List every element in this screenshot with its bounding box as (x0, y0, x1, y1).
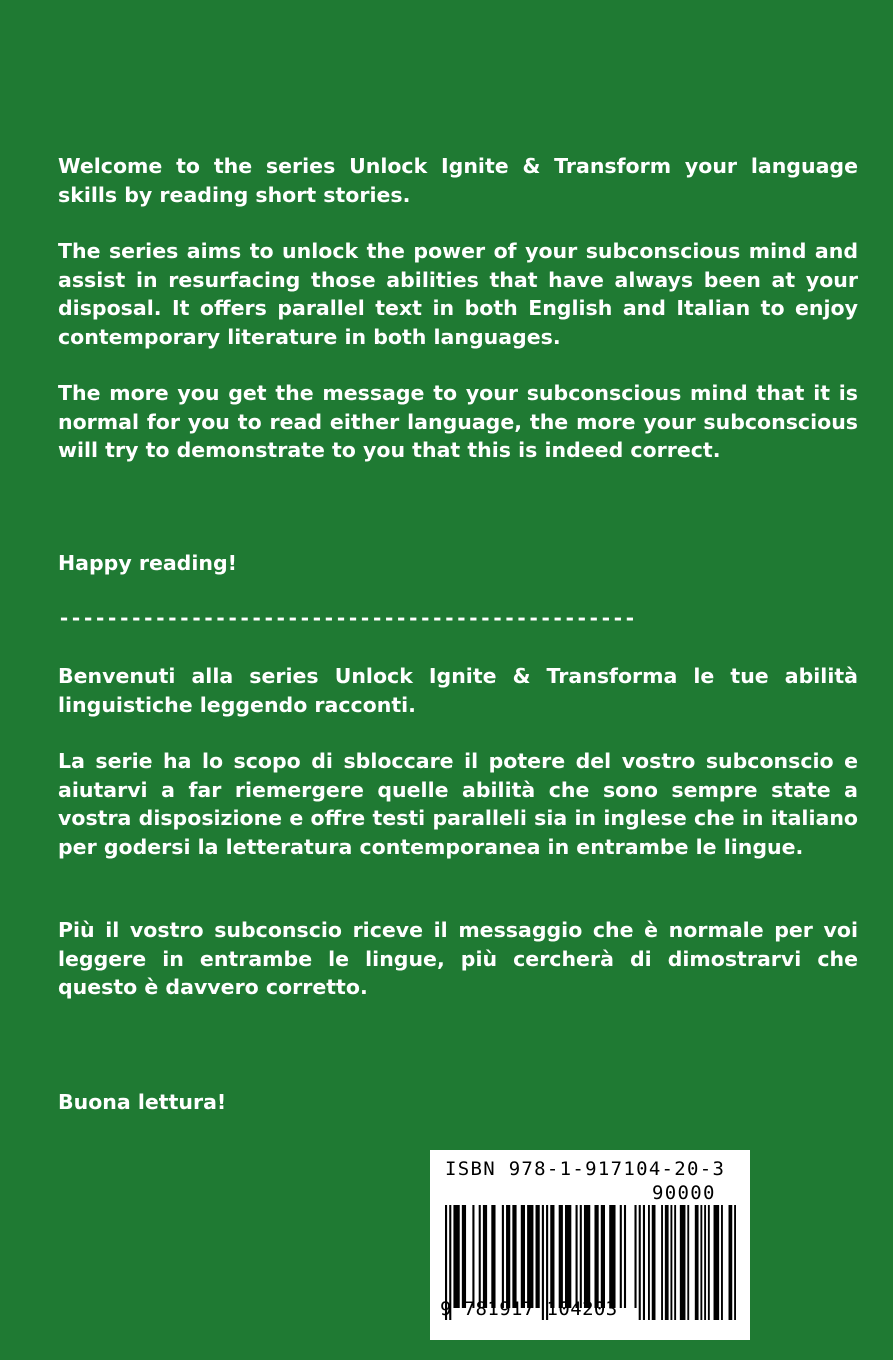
barcode-bar (512, 1205, 516, 1308)
barcode-bar (700, 1205, 702, 1320)
barcode-bar (576, 1205, 578, 1308)
barcode-bar (580, 1205, 582, 1308)
barcode-bar (594, 1205, 598, 1308)
barcode-bar (462, 1205, 466, 1308)
barcode-digits: 9 781917 104203 (440, 1298, 618, 1320)
italian-aims-paragraph: La serie ha lo scopo di sbloccare il potere del vostro subconscio e aiutarvi a far riemergere quelle abilità che sono sempre state a vostra disposizione e offre testi paralleli sia in inglese che in italiano per godersi la letteratura contemporanea in entrambe le lingue. (58, 749, 858, 859)
barcode-bar (502, 1205, 504, 1308)
english-closing: Happy reading! (58, 551, 238, 575)
barcode-bar (506, 1205, 510, 1308)
barcode-bar (643, 1205, 645, 1320)
barcode-bar (453, 1205, 459, 1308)
barcode-bar (521, 1205, 525, 1308)
barcode-bar (624, 1205, 626, 1308)
barcode-bar (695, 1205, 699, 1320)
barcode-bar (491, 1205, 495, 1308)
barcode-bar (680, 1205, 686, 1320)
barcode-bar (536, 1205, 540, 1308)
barcode-bar (708, 1205, 710, 1320)
barcode-bar (714, 1205, 720, 1320)
barcode-bar (472, 1205, 474, 1308)
barcode-bar (729, 1205, 733, 1320)
english-aims-paragraph: The series aims to unlock the power of your subconscious mind and assist in resurfacing those abilities that have always been at your disposal. It offers parallel text in both English and Italian to enjoy contemporary literature in both languages. (58, 239, 858, 349)
barcode-bar (483, 1205, 487, 1308)
barcode-bar (721, 1205, 723, 1320)
addon-bars (648, 1205, 736, 1320)
barcode-bar (648, 1205, 650, 1320)
italian-closing: Buona lettura! (58, 1090, 227, 1114)
barcode-bar (609, 1205, 615, 1308)
barcode-bar (634, 1205, 636, 1308)
barcode-bar (670, 1205, 672, 1320)
section-divider: ------------------------------------------------ (58, 606, 636, 630)
barcode-bar (479, 1205, 481, 1308)
barcode-bar (639, 1205, 641, 1320)
italian-intro-paragraph: Benvenuti alla series Unlock Ignite & Transforma le tue abilità linguistiche leggendo racconti. (58, 664, 858, 717)
barcode-bar (734, 1205, 736, 1320)
barcode-bar (704, 1205, 706, 1320)
barcode-bar (620, 1205, 622, 1308)
barcode-bar (550, 1205, 554, 1308)
barcode-bar (601, 1205, 605, 1308)
barcode-bar (584, 1205, 590, 1308)
barcode-bar (527, 1205, 533, 1308)
barcode-bar (661, 1205, 663, 1320)
italian-subconscious-paragraph: Più il vostro subconscio riceve il messaggio che è normale per voi leggere in entrambe le lingue, più cercherà di dimostrarvi che questo è davvero corretto. (58, 918, 858, 999)
barcode-bar (652, 1205, 656, 1320)
english-subconscious-paragraph: The more you get the message to your subconscious mind that it is normal for you to read either language, the more your subconscious will try to demonstrate to you that this is indeed correct. (58, 381, 858, 462)
barcode-bar (674, 1205, 676, 1320)
barcode-bar (687, 1205, 689, 1320)
barcode-bar (565, 1205, 571, 1308)
barcode-bar (559, 1205, 563, 1308)
price-code-label: 90000 (652, 1182, 716, 1204)
barcode-bar (665, 1205, 669, 1320)
isbn-barcode (430, 1150, 750, 1340)
english-intro-paragraph: Welcome to the series Unlock Ignite & Transform your language skills by reading short stories. (58, 154, 858, 207)
isbn-label: ISBN 978-1-917104-20-3 (445, 1158, 726, 1180)
